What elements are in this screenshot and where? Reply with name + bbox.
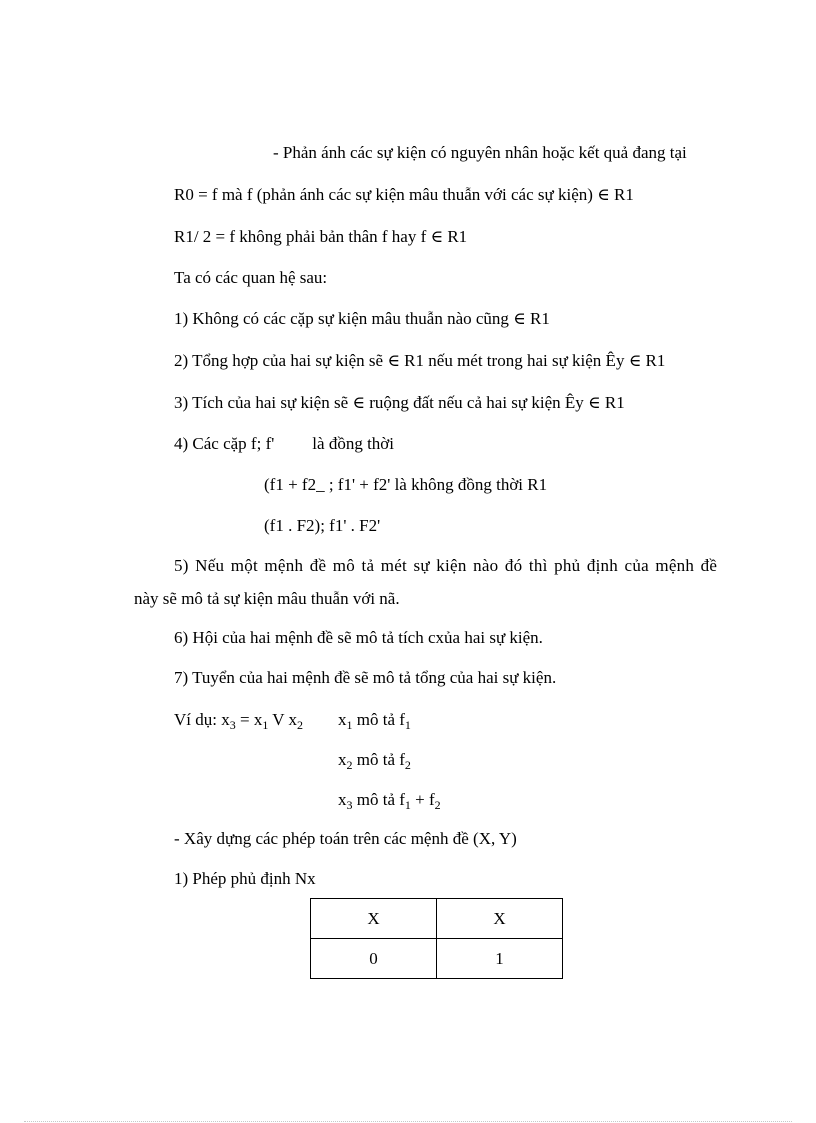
negation-truth-table <box>310 898 563 979</box>
relation-4-sum-line: (f1 + f2_ ; f1' + f2' là không đồng thời R1 <box>264 475 548 494</box>
negation-heading: 1) Phép phủ định Nx <box>174 869 316 888</box>
line-r1-half-definition: R1/ 2 = f không phải bản thân f hay f ∈ R1 <box>174 227 468 246</box>
page-bottom-divider <box>24 1121 792 1122</box>
table-header-cell: X <box>437 899 563 939</box>
relation-2: 2) Tổng hợp của hai sự kiện sẽ ∈ R1 nếu mét trong hai sự kiện Êy ∈ R1 <box>174 351 666 370</box>
table-header-cell: X <box>311 899 437 939</box>
relation-4-pairs: 4) Các cặp f; f' <box>174 434 275 453</box>
table-header-row <box>311 899 563 939</box>
relation-4-simultaneous: là đồng thời <box>312 434 395 453</box>
line-relations-intro: Ta có các quan hệ sau: <box>174 268 328 287</box>
table-cell: 0 <box>311 939 437 979</box>
relation-5-line1: 5) Nếu một mệnh đề mô tả mét sự kiện nào đó thì phủ định của mệnh đề <box>174 556 718 575</box>
bullet-line-cause-effect: - Phản ánh các sự kiện có nguyên nhân hoặc kết quả đang tại <box>273 143 687 162</box>
example-desc-x2: $x_2$ mô tả $f_2$ <box>338 750 411 772</box>
relation-6: 6) Hội của hai mệnh đề sẽ mô tả tích cxủa hai sự kiện. <box>174 628 543 647</box>
table-row <box>311 939 563 979</box>
relation-4 <box>174 435 394 452</box>
example-formula: Ví dụ: $x_3 = x_1$ V $x_2$ <box>174 710 303 732</box>
relation-3: 3) Tích của hai sự kiện sẽ ∈ ruộng đất nếu cả hai sự kiện Êy ∈ R1 <box>174 393 625 412</box>
relation-7: 7) Tuyển của hai mệnh đề sẽ mô tả tổng của hai sự kiện. <box>174 668 557 687</box>
line-r0-definition: R0 = f mà f (phản ánh các sự kiện mâu thuẫn với các sự kiện) ∈ R1 <box>174 185 634 204</box>
relation-5-line2: này sẽ mô tả sự kiện mâu thuẫn với nã. <box>134 589 400 608</box>
table-cell: 1 <box>437 939 563 979</box>
relation-1: 1) Không có các cặp sự kiện mâu thuẫn nào cũng ∈ R1 <box>174 309 550 328</box>
operations-heading: - Xây dựng các phép toán trên các mệnh đề (X, Y) <box>174 829 517 848</box>
example-desc-x1: $x_1$ mô tả $f_1$ <box>338 710 411 732</box>
relation-4-product-line: (f1 . F2); f1' . F2' <box>264 516 381 535</box>
example-desc-x3: $x_3$ mô tả $f_1 + f_2$ <box>338 790 441 812</box>
